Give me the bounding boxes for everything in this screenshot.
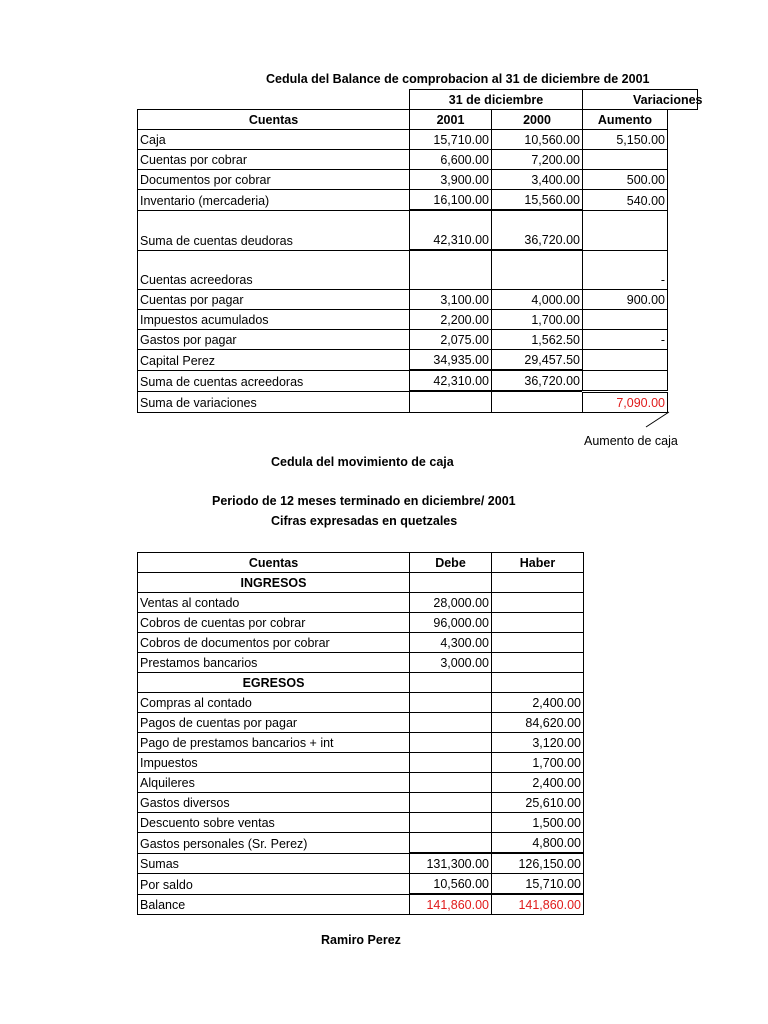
egresos-section-row [138, 673, 584, 693]
balance-haber-value: 141,860.00 [492, 894, 584, 915]
table-row: Pagos de cuentas por pagar 84,620.00 [138, 713, 584, 733]
caja-table [137, 552, 584, 915]
table-row: Inventario (mercaderia) 16,100.00 15,560.00 540.00 [138, 190, 698, 211]
table-row: Compras al contado 2,400.00 [138, 693, 584, 713]
balance-table [137, 89, 703, 413]
header-haber: Haber [492, 553, 584, 573]
table-row: Pago de prestamos bancarios + int 3,120.00 [138, 733, 584, 753]
table-row: Suma de cuentas acreedoras 42,310.00 36,720.00 [138, 370, 698, 391]
signature-name: Ramiro Perez [321, 933, 401, 947]
table-row: Caja 15,710.00 10,560.00 5,150.00 [138, 130, 698, 150]
table-row: Gastos diversos 25,610.00 [138, 793, 584, 813]
header-cuentas: Cuentas [138, 110, 410, 130]
ingresos-section-row [138, 573, 584, 593]
table-row: Suma de variaciones 7,090.00 [138, 391, 698, 412]
header-31-diciembre: 31 de diciembre [410, 90, 583, 110]
balance-debe-value: 141,860.00 [410, 894, 492, 915]
table-row: Documentos por cobrar 3,900.00 3,400.00 500.00 [138, 170, 698, 190]
caja-header-row [138, 553, 584, 573]
por-saldo-row: Por saldo 10,560.00 15,710.00 [138, 874, 584, 895]
table-row: Prestamos bancarios 3,000.00 [138, 653, 584, 673]
table-row: Cuentas por cobrar 6,600.00 7,200.00 [138, 150, 698, 170]
aumento-de-caja-note: Aumento de caja [584, 434, 678, 448]
header-2001: 2001 [410, 110, 492, 130]
table-row: Cuentas acreedoras - [138, 250, 698, 290]
table-row: Cobros de documentos por cobrar 4,300.00 [138, 633, 584, 653]
header-2000: 2000 [492, 110, 583, 130]
table-row: Suma de cuentas deudoras 42,310.00 36,720.00 [138, 210, 698, 250]
table-row: Descuento sobre ventas 1,500.00 [138, 813, 584, 833]
table-row: Ventas al contado 28,000.00 [138, 593, 584, 613]
balance-row: Balance 141,860.00 141,860.00 [138, 894, 584, 915]
balance-title: Cedula del Balance de comprobacion al 31 de diciembre de 2001 [266, 72, 650, 86]
ingresos-label: INGRESOS [138, 573, 410, 593]
header-aumento: Aumento [583, 110, 668, 130]
table-row: Alquileres 2,400.00 [138, 773, 584, 793]
balance-header-row-2 [138, 110, 698, 130]
annotation-arrow-line [645, 410, 675, 428]
table-row: Cobros de cuentas por cobrar 96,000.00 [138, 613, 584, 633]
header-cuentas: Cuentas [138, 553, 410, 573]
table-row: Impuestos acumulados 2,200.00 1,700.00 [138, 310, 698, 330]
header-debe: Debe [410, 553, 492, 573]
caja-subtitle-periodo: Periodo de 12 meses terminado en diciembre/ 2001 [212, 494, 516, 508]
sumas-row: Sumas 131,300.00 126,150.00 [138, 853, 584, 874]
table-row: Gastos personales (Sr. Perez) 4,800.00 [138, 833, 584, 854]
suma-variaciones-value: 7,090.00 [583, 391, 668, 412]
table-row: Capital Perez 34,935.00 29,457.50 [138, 350, 698, 371]
table-row: Gastos por pagar 2,075.00 1,562.50 - [138, 330, 698, 350]
caja-title: Cedula del movimiento de caja [271, 455, 454, 469]
balance-header-row-1 [138, 90, 698, 110]
table-row: Cuentas por pagar 3,100.00 4,000.00 900.00 [138, 290, 698, 310]
table-row: Impuestos 1,700.00 [138, 753, 584, 773]
caja-subtitle-cifras: Cifras expresadas en quetzales [271, 514, 458, 528]
egresos-label: EGRESOS [138, 673, 410, 693]
header-variaciones: Variaciones [583, 90, 698, 110]
